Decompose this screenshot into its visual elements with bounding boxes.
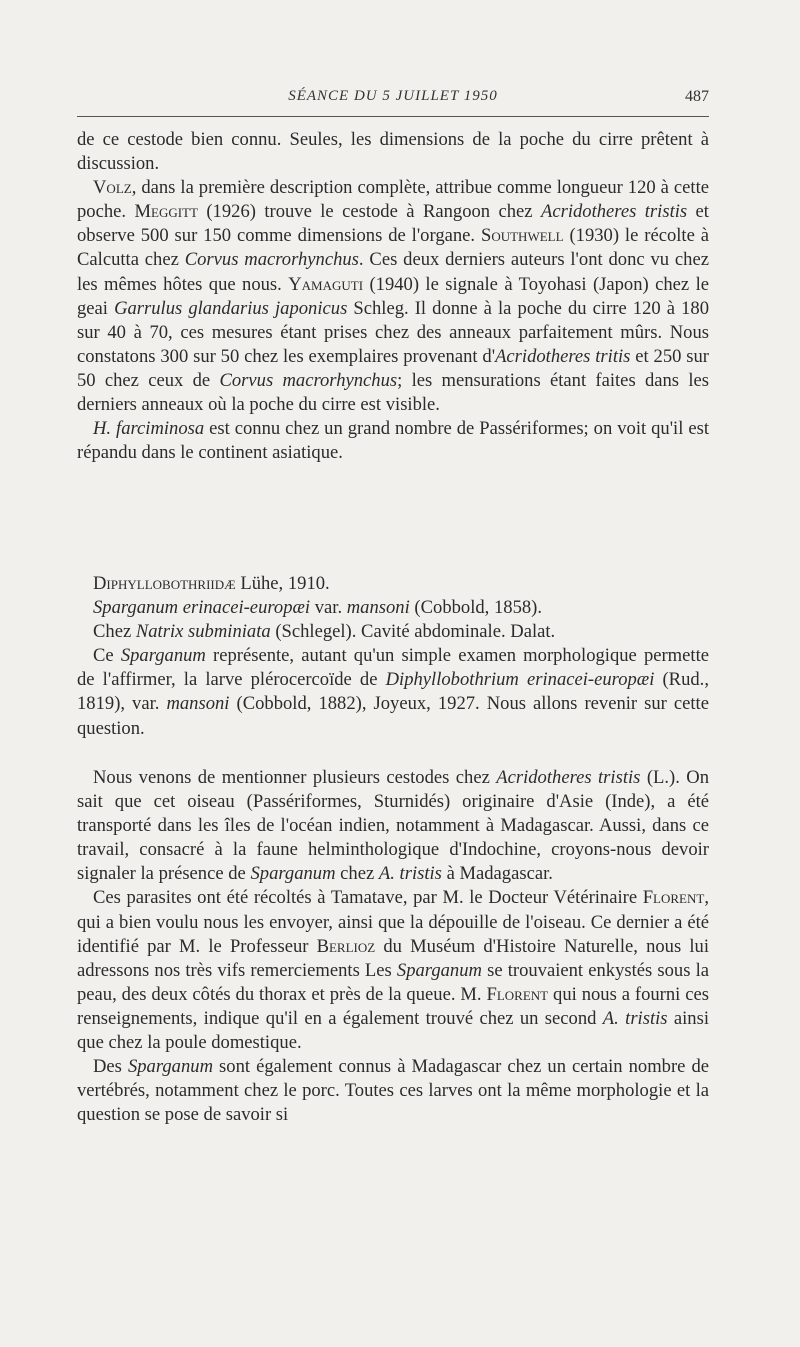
species-name: A. tristis xyxy=(378,863,442,885)
species-heading xyxy=(77,596,709,620)
text-run: Ce xyxy=(93,645,121,667)
text-run: . Ces deux derniers auteurs l'ont donc vu chez les mêmes hôtes que nous. xyxy=(77,249,709,295)
text-run: Chez xyxy=(93,621,136,643)
author-name: Berlioz xyxy=(316,935,376,957)
text-run: (Cobbold, 1858). xyxy=(409,597,542,619)
text-block-1 xyxy=(77,128,709,465)
species-name: Sparganum xyxy=(396,959,482,981)
text-block-2 xyxy=(77,572,709,741)
author-name: Volz xyxy=(93,177,132,199)
text-block-3 xyxy=(77,766,709,1127)
author-name: Florent xyxy=(642,887,705,909)
species-name: Acridotheres tristis xyxy=(540,201,688,223)
species-name: H. farciminosa xyxy=(93,418,205,440)
text-run: ; les mensurations étant faites dans les derniers anneaux où la poche du cirre est visible. xyxy=(77,369,709,416)
paragraph-1 xyxy=(77,128,709,176)
family-name: Diphyllobothriidæ xyxy=(93,573,236,594)
text-run: (Rud., 1819), var. xyxy=(77,669,709,715)
text-run: ainsi que chez la poule domestique. xyxy=(77,1007,709,1054)
species-name: Natrix subminiata xyxy=(135,621,271,643)
page-number: 487 xyxy=(685,88,709,105)
species-name: Sparganum xyxy=(120,645,206,667)
text-run: var. xyxy=(310,597,347,619)
author-name: Yamaguti xyxy=(288,273,364,295)
species-name: Acridotheres tritis xyxy=(495,345,631,367)
text-run: (1940) le signale à Toyohasi (Japon) chez le geai xyxy=(77,273,710,319)
species-name: Corvus macrorhynchus xyxy=(184,249,359,271)
host-line xyxy=(77,620,709,644)
text-run: est connu chez un grand nombre de Passériformes; on voit qu'il est répandu dans le continent asiatique. xyxy=(77,418,709,464)
paragraph-2 xyxy=(77,176,709,417)
text-run: de ce cestode bien connu. Seules, les dimensions de la poche du cirre prêtent à discussion. xyxy=(77,129,709,175)
paragraph-9 xyxy=(77,886,709,1055)
text-run: qui nous a fourni ces renseignements, indique qu'il en a également trouvé chez un second xyxy=(77,983,709,1029)
text-run: (1926) trouve le cestode à Rangoon chez xyxy=(197,201,541,223)
running-head: SÉANCE DU 5 JUILLET 1950 xyxy=(288,88,498,104)
species-name: A. tristis xyxy=(602,1007,668,1029)
species-name: mansoni xyxy=(166,693,230,715)
text-run: Ces parasites ont été récoltés à Tamatave, par M. le Docteur Vétérinaire xyxy=(93,887,643,909)
species-name: Garrulus glandarius japonicus xyxy=(114,297,348,319)
text-run: sont également connus à Madagascar chez un certain nombre de vertébrés, notamment chez le porc. Toutes ces larves ont la même morphologie et la question se pose de savoir si xyxy=(77,1056,709,1126)
species-name: Sparganum xyxy=(127,1056,214,1078)
header-rule xyxy=(77,116,709,117)
paragraph-8 xyxy=(77,766,709,886)
text-run: (Schlegel). Cavité abdominale. Dalat. xyxy=(270,621,556,643)
text-run: chez xyxy=(335,863,379,885)
author-name: Meggitt xyxy=(134,201,198,223)
text-run: du Muséum d'Histoire Naturelle, nous lui adressons nos très vifs remerciements Les xyxy=(77,935,709,981)
text-run: représente, autant qu'un simple examen morphologique permette de l'affirmer, la larve plérocercoïde de xyxy=(77,645,709,691)
family-heading xyxy=(77,572,709,596)
author-name: Florent xyxy=(486,983,549,1005)
text-run: Schleg. Il donne à la poche du cirre 120 à 180 sur 40 à 70, ces mesures étant prises chez des anneaux parfaitement mûrs. Nous constatons 300 sur 50 chez les exemplaires provenant d' xyxy=(77,297,709,367)
text-run: et observe 500 sur 150 comme dimensions de l'organe. xyxy=(77,201,709,247)
text-run: , dans la première description complète, attribue comme longueur 120 à cette poche. xyxy=(77,177,709,223)
text-run: Des xyxy=(93,1056,128,1078)
species-name: Sparganum erinacei-europæi xyxy=(93,597,311,619)
species-name: Diphyllobothrium erinacei-europæi xyxy=(385,669,655,691)
text-run: et 250 sur 50 chez ceux de xyxy=(77,345,709,391)
species-name: mansoni xyxy=(346,597,410,619)
text-run: , qui a bien voulu nous les envoyer, ainsi que la dépouille de l'oiseau. Ce dernier a été identifié par M. le Professeur xyxy=(77,887,709,957)
text-run: (Cobbold, 1882), Joyeux, 1927. Nous allons revenir sur cette question. xyxy=(77,693,709,739)
species-name: Corvus macrorhynchus xyxy=(219,369,398,391)
paragraph-10 xyxy=(77,1055,709,1127)
text-run: (L.). On sait que cet oiseau (Passériformes, Sturnidés) originaire d'Asie (Inde), a été transporté dans les îles de l'océan indien, notamment à Madagascar. Aussi, dans ce travail, consacré à la faune helminthologique d'Indochine, croyons-nous devoir signaler la présence de xyxy=(77,767,709,885)
author-name: Southwell xyxy=(481,225,564,247)
text-run: (1930) le récolte à Calcutta chez xyxy=(77,225,709,271)
text-run: Lühe, 1910. xyxy=(235,573,330,594)
paragraph-7 xyxy=(77,644,709,740)
species-name: Sparganum xyxy=(250,863,336,885)
species-name: Acridotheres tristis xyxy=(496,767,641,788)
text-run: à Madagascar. xyxy=(441,863,553,885)
paragraph-3 xyxy=(77,417,709,465)
text-run: se trouvaient enkystés sous la peau, des deux côtés du thorax et près de la queue. M. xyxy=(77,959,709,1005)
page-header xyxy=(77,86,709,114)
text-run: Nous venons de mentionner plusieurs cestodes chez xyxy=(93,767,497,788)
